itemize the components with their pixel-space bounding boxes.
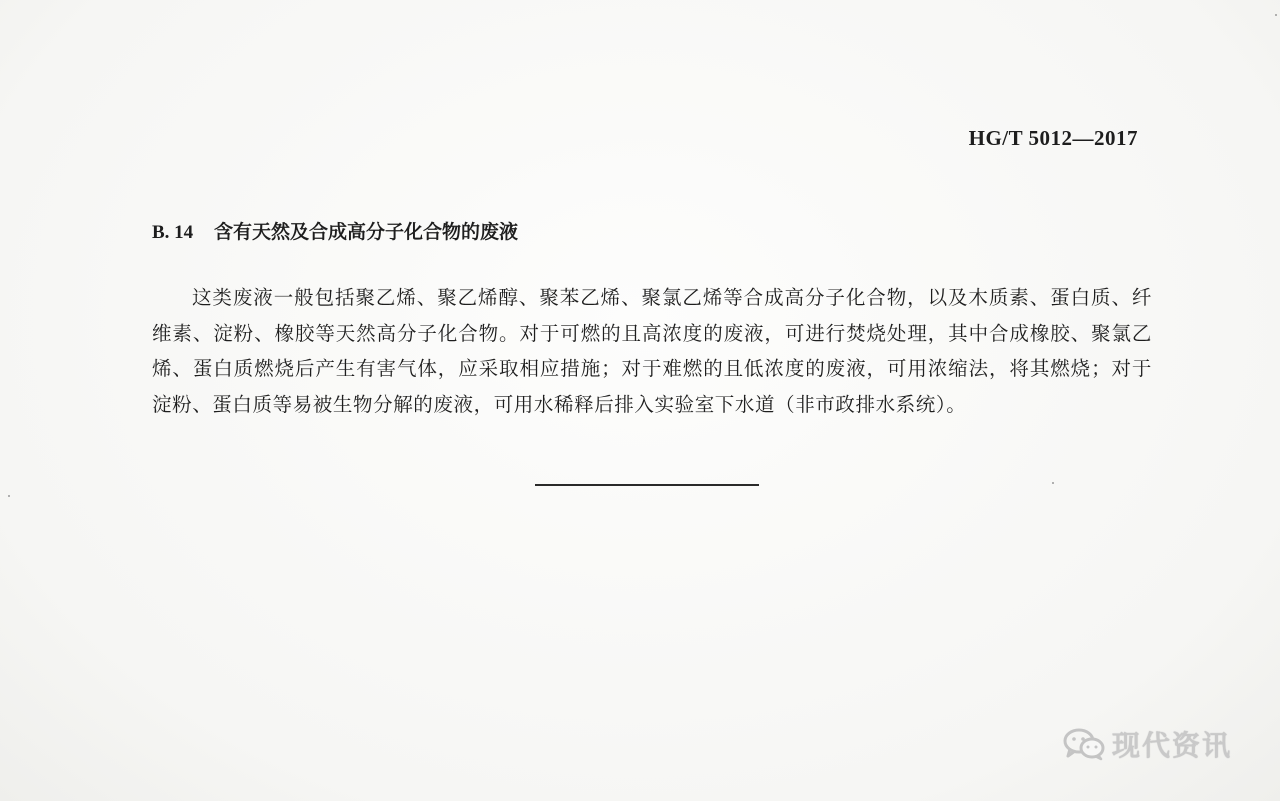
section-heading bbox=[152, 217, 518, 244]
scan-speck bbox=[8, 495, 10, 497]
end-of-section-rule bbox=[535, 484, 759, 486]
watermark-text: 现代资讯 bbox=[1112, 729, 1233, 762]
section-title: 含有天然及合成高分子化合物的废液 bbox=[214, 221, 519, 243]
scan-speck bbox=[1275, 14, 1277, 16]
watermark bbox=[1062, 724, 1232, 764]
wechat-icon bbox=[1062, 727, 1106, 761]
scan-speck bbox=[1052, 482, 1054, 484]
section-number: B. 14 bbox=[152, 222, 194, 243]
document-code: HG/T 5012—2017 bbox=[968, 126, 1138, 150]
section-paragraph: 这类废液一般包括聚乙烯、聚乙烯醇、聚苯乙烯、聚氯乙烯等合成高分子化合物，以及木质素、蛋白质、纤维素、淀粉、橡胶等天然高分子化合物。对于可燃的且高浓度的废液，可进行焚烧处理，其中合成橡胶、聚氯乙烯、蛋白质燃烧后产生有害气体，应采取相应措施；对于难燃的且低浓度的废液，可用浓缩法，将其燃烧；对于淀粉、蛋白质等易被生物分解的废液，可用水稀释后排入实验室下水道（非市政排水系统）。 bbox=[152, 286, 1152, 416]
